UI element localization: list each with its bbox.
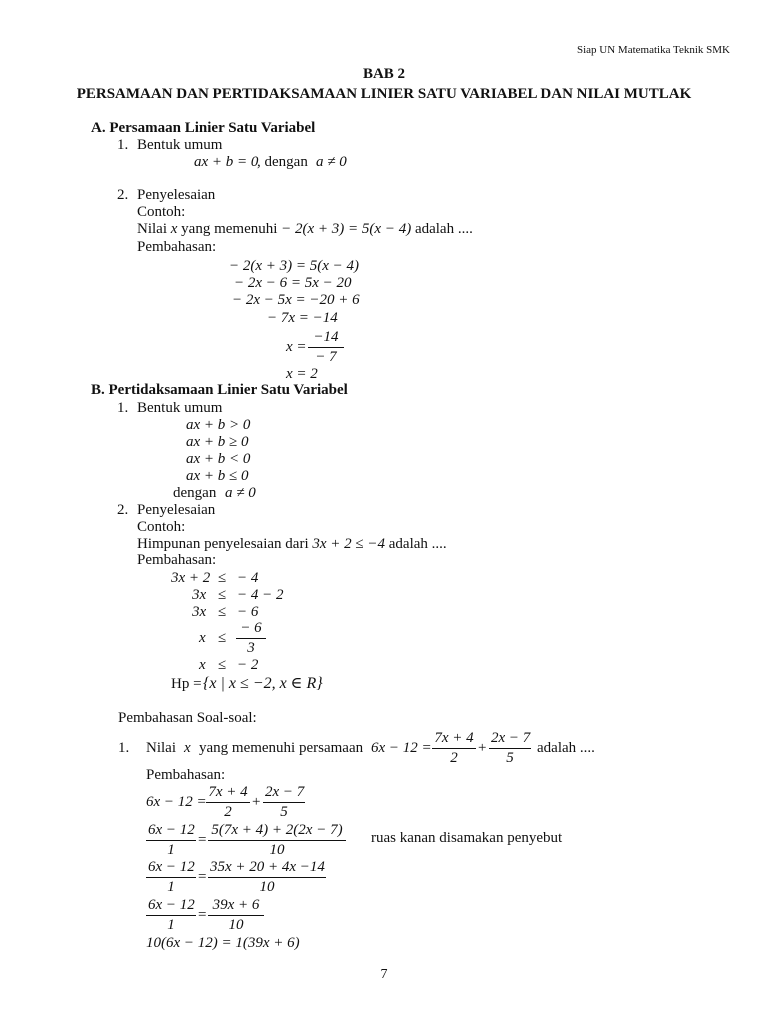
inequality-form-greater-equal: ax + b ≥ 0 xyxy=(186,434,249,450)
fraction-numerator: 39x + 6 xyxy=(212,897,260,913)
inequality-final-lhs: x xyxy=(199,657,206,673)
fraction-denominator: 3 xyxy=(236,638,266,657)
fraction-denominator: 5 xyxy=(263,802,305,821)
exercise-1-question-post: adalah .... xyxy=(537,740,595,756)
exercise-1-question-pre: Nilai xyxy=(146,740,176,756)
section-a-solution-label: Pembahasan: xyxy=(137,239,217,255)
inequality-final-rhs: − 2 xyxy=(237,657,259,673)
section-b-item-2-number: 2. xyxy=(117,502,129,518)
exercise-step-5: 10(6x − 12) = 1(39x + 6) xyxy=(146,935,300,951)
fraction-denominator: 2 xyxy=(432,748,476,767)
solution-step-1: − 2(x + 3) = 5(x − 4) xyxy=(229,258,360,274)
exercise-step-3-rhs-fraction xyxy=(208,859,326,896)
solution-set: {x | x ≤ −2, x ∈ R} xyxy=(203,675,323,692)
exercise-step-1-lhs: 6x − 12 = xyxy=(146,794,207,810)
inequality-form-greater: ax + b > 0 xyxy=(186,417,251,433)
inequality-step-1-op: ≤ xyxy=(218,570,227,586)
exercise-1-fraction-1 xyxy=(432,730,476,767)
exercise-step-2-note: ruas kanan disamakan penyebut xyxy=(371,830,563,846)
solution-set-label: Hp = xyxy=(171,676,202,692)
solution-fraction-lhs: x = xyxy=(286,339,307,355)
question-text-mid: yang memenuhi xyxy=(181,221,278,237)
page-number: 7 xyxy=(380,967,388,982)
fraction-numerator: 6x − 12 xyxy=(148,822,195,838)
exercise-1-fraction-2 xyxy=(489,730,531,767)
section-a-example-label: Contoh: xyxy=(137,204,186,220)
fraction-denominator: 1 xyxy=(146,877,196,896)
section-a-heading: A. Persamaan Linier Satu Variabel xyxy=(91,120,316,136)
fraction-numerator: 2x − 7 xyxy=(491,730,531,746)
exercise-1-plus: + xyxy=(478,740,487,756)
exercises-heading: Pembahasan Soal-soal: xyxy=(118,710,257,726)
inequality-step-3-lhs: 3x xyxy=(192,604,207,620)
exercise-step-2-lhs-fraction xyxy=(146,822,196,859)
exercise-step-4-lhs-fraction xyxy=(146,897,196,934)
fraction-numerator: 6x − 12 xyxy=(148,897,195,913)
fraction-numerator: 35x + 20 + 4x −14 xyxy=(210,859,325,875)
exercise-step-4-rhs-fraction xyxy=(208,897,264,934)
inequality-fraction-lhs: x xyxy=(199,630,206,646)
linear-equation-general-form: ax + b = 0 xyxy=(194,154,259,170)
exercise-1-solution-label: Pembahasan: xyxy=(146,767,226,783)
section-b-question xyxy=(137,536,447,553)
solution-step-3: − 2x − 5x = −20 + 6 xyxy=(232,292,360,308)
question-equation: − 2(x + 3) = 5(x − 4) xyxy=(281,221,412,237)
exercise-step-1-fraction-2 xyxy=(263,784,305,821)
exercise-1-question-mid: yang memenuhi persamaan xyxy=(199,740,364,756)
section-b-item-1-number: 1. xyxy=(117,400,129,416)
section-a-item-1-label: Bentuk umum xyxy=(137,137,223,153)
chapter-title: PERSAMAAN DAN PERTIDAKSAMAAN LINIER SATU VARIABEL DAN NILAI MUTLAK xyxy=(76,86,692,102)
inequality-form-less-equal: ax + b ≤ 0 xyxy=(186,468,249,484)
fraction-denominator: 10 xyxy=(208,877,326,896)
fraction-numerator: 2x − 7 xyxy=(265,784,305,800)
solution-step-2: − 2x − 6 = 5x − 20 xyxy=(234,275,352,291)
exercise-step-3-lhs-fraction xyxy=(146,859,196,896)
section-b-item-1-label: Bentuk umum xyxy=(137,400,223,416)
section-a-question xyxy=(137,221,473,238)
fraction-numerator: −14 xyxy=(313,329,339,345)
inequality-final-op: ≤ xyxy=(218,657,227,673)
exercise-step-2-equals: = xyxy=(198,832,207,848)
exercise-step-1-plus: + xyxy=(252,794,261,810)
fraction-denominator: 1 xyxy=(146,915,196,934)
inequality-condition-label: dengan xyxy=(173,485,217,501)
general-form-condition: a ≠ 0 xyxy=(316,154,347,170)
fraction-numerator: 5(7x + 4) + 2(2x − 7) xyxy=(211,822,343,838)
inequality-form-less: ax + b < 0 xyxy=(186,451,251,467)
question-text-post: adalah .... xyxy=(414,221,473,237)
inequality-step-3-rhs: − 6 xyxy=(237,604,259,620)
fraction-denominator: − 7 xyxy=(308,347,344,366)
exercise-1-question-variable: x xyxy=(184,740,191,756)
solution-fraction xyxy=(308,329,344,366)
general-form-note: , dengan xyxy=(257,154,308,170)
inequality-condition: a ≠ 0 xyxy=(225,485,256,501)
section-a-item-1-number: 1. xyxy=(117,137,129,153)
inequality-step-2-op: ≤ xyxy=(218,587,227,603)
fraction-denominator: 2 xyxy=(206,802,250,821)
inequality-fraction xyxy=(236,620,266,657)
inequality-fraction-op: ≤ xyxy=(218,630,227,646)
exercise-step-3-equals: = xyxy=(198,869,207,885)
fraction-numerator: 7x + 4 xyxy=(434,730,474,746)
section-a-item-2-number: 2. xyxy=(117,187,129,203)
section-a-item-2-label: Penyelesaian xyxy=(137,187,216,203)
exercise-step-1-fraction-1 xyxy=(206,784,250,821)
exercise-1-equation-lhs: 6x − 12 = xyxy=(371,740,432,756)
solution-result: x = 2 xyxy=(286,366,318,382)
solution-step-4: − 7x = −14 xyxy=(267,310,338,326)
exercise-step-4-equals: = xyxy=(198,907,207,923)
fraction-denominator: 1 xyxy=(146,840,196,859)
section-b-item-2-label: Penyelesaian xyxy=(137,502,216,518)
inequality-step-1-lhs: 3x + 2 xyxy=(171,570,211,586)
inequality-step-2-rhs: − 4 − 2 xyxy=(237,587,284,603)
fraction-numerator: − 6 xyxy=(240,620,262,636)
section-b-heading: B. Pertidaksamaan Linier Satu Variabel xyxy=(91,382,348,398)
fraction-denominator: 5 xyxy=(489,748,531,767)
exercise-1-number: 1. xyxy=(118,740,130,756)
inequality-step-2-lhs: 3x xyxy=(192,587,207,603)
inequality-step-3-op: ≤ xyxy=(218,604,227,620)
question-text-pre: Nilai xyxy=(137,221,167,237)
section-b-example-label: Contoh: xyxy=(137,519,186,535)
question-inequality: 3x + 2 ≤ −4 xyxy=(312,536,385,552)
question-text-pre: Himpunan penyelesaian dari xyxy=(137,536,309,552)
fraction-denominator: 10 xyxy=(208,915,264,934)
fraction-numerator: 6x − 12 xyxy=(148,859,195,875)
chapter-label: BAB 2 xyxy=(362,66,406,82)
exercise-step-2-rhs-fraction xyxy=(208,822,346,859)
fraction-denominator: 10 xyxy=(208,840,346,859)
running-header: Siap UN Matematika Teknik SMK xyxy=(576,44,730,56)
inequality-step-1-rhs: − 4 xyxy=(237,570,259,586)
question-variable: x xyxy=(170,221,178,237)
question-text-post: adalah .... xyxy=(388,536,447,552)
section-b-solution-label: Pembahasan: xyxy=(137,552,217,568)
fraction-numerator: 7x + 4 xyxy=(208,784,248,800)
